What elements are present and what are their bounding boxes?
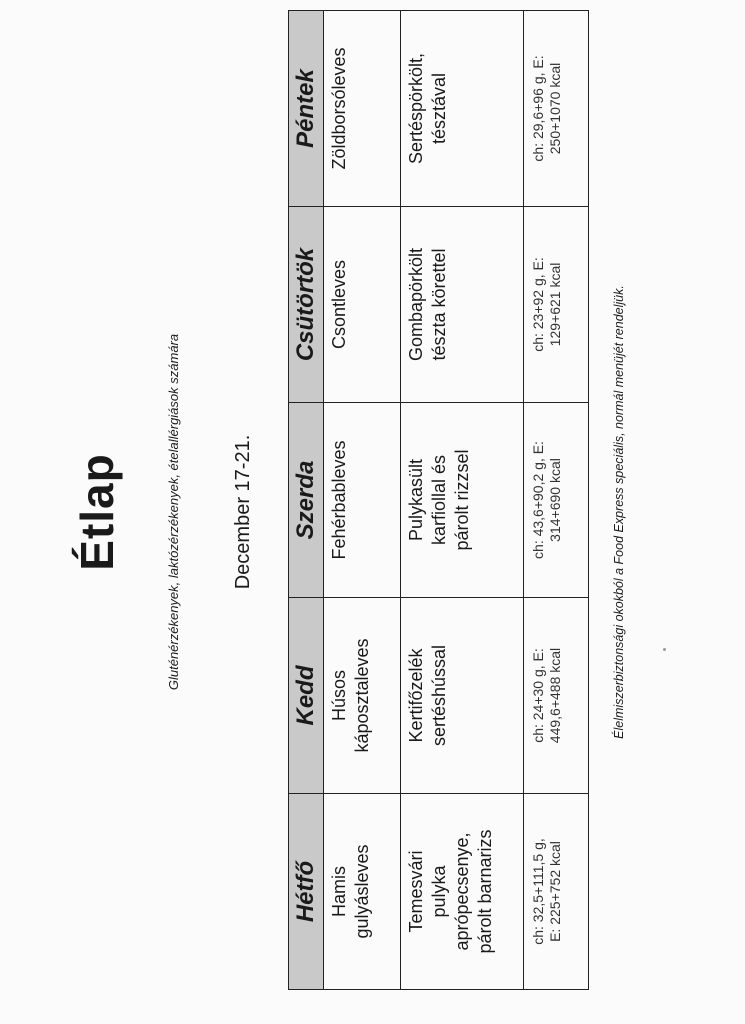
footer-note: Élelmiszerbiztonsági okokból a Food Express speciális, normál menüjét rendeljük.	[612, 285, 626, 739]
soup-row	[324, 11, 401, 990]
date-range: December 17-21.	[232, 434, 254, 590]
nutrition-cell: ch: 29,6+96 g, E: 250+1070 kcal	[524, 11, 589, 207]
day-header: Péntek	[289, 11, 324, 207]
main-course-cell: Kertifőzelék sertéshússal	[401, 598, 524, 794]
menu-table	[288, 10, 589, 990]
main-course-cell: Pulykasült karfiollal és párolt rizzsel	[401, 403, 524, 598]
nutrition-cell: ch: 23+92 g, E: 129+621 kcal	[524, 207, 589, 403]
day-header: Szerda	[289, 403, 324, 598]
day-header: Hétfő	[289, 794, 324, 990]
soup-cell: Húsos káposztaleves	[324, 598, 401, 794]
soup-cell: Csontleves	[324, 207, 401, 403]
nutrition-cell: ch: 24+30 g, E: 449,6+488 kcal	[524, 598, 589, 794]
soup-cell: Fehérbableves	[324, 403, 401, 598]
nutrition-cell: ch: 32,5+111,5 g, E: 225+752 kcal	[524, 794, 589, 990]
main-course-cell: Gombapörkölt tészta körettel	[401, 207, 524, 403]
subtitle: Gluténérzékenyek, laktózérzékenyek, ételallérgiások számára	[166, 333, 181, 691]
page-title: Étlap	[71, 453, 123, 571]
nutrition-cell: ch: 43,6+90,2 g, E: 314+690 kcal	[524, 403, 589, 598]
day-header-row	[289, 11, 324, 990]
day-header: Kedd	[289, 598, 324, 794]
main-course-row	[401, 11, 524, 990]
soup-cell: Zöldborsóleves	[324, 11, 401, 207]
soup-cell: Hamis gulyásleves	[324, 794, 401, 990]
main-course-cell: Temesvári pulyka aprópecsenye, párolt barnarizs	[401, 794, 524, 990]
nutrition-row	[524, 11, 589, 990]
day-header: Csütörtök	[289, 207, 324, 403]
main-course-cell: Sertéspörkölt, tésztával	[401, 11, 524, 207]
